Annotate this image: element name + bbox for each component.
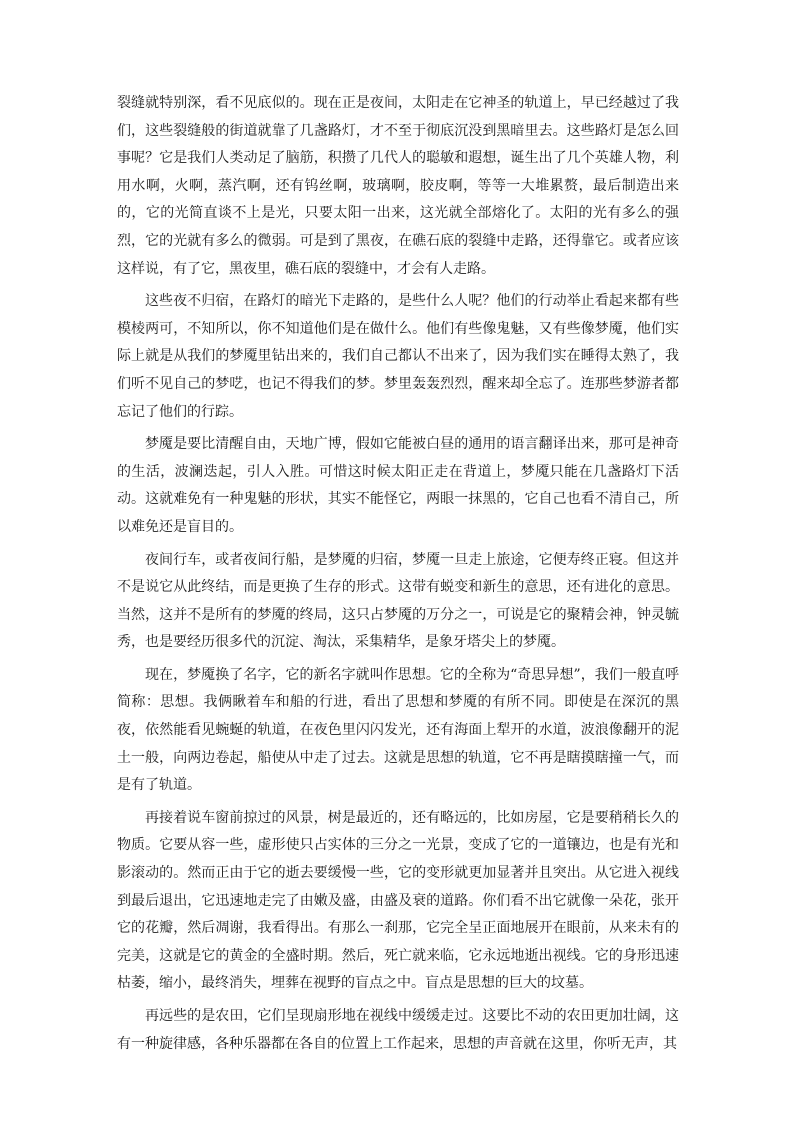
paragraph: 梦魇是要比清醒自由，天地广博，假如它能被白昼的通用的语言翻译出来，那可是神奇的生活，波澜迭起，引人入胜。可惜这时候太阳正走在背道上，梦魇只能在几盏路灯下活动。这就难免有一种鬼魅的形状，其实不能怪它，两眼一抹黑的，它自己也看不清自己，所以难免还是盲目的。 <box>117 436 679 535</box>
paragraph: 再远些的是农田，它们呈现扇形地在视线中缓缓走过。这要比不动的农田更加壮阔，这有一种旋律感，各种乐器都在各自的位置上工作起来，思想的声音就在这里，你听无声，其 <box>117 1008 679 1052</box>
paragraph: 这些夜不归宿，在路灯的暗光下走路的，是些什么人呢？他们的行动举止看起来都有些模棱两可，不知所以，你不知道他们是在做什么。他们有些像鬼魅，又有些像梦魇，他们实际上就是从我们的梦魇里钻出来的，我们自己都认不出来了，因为我们实在睡得太熟了，我们听不见自己的梦呓，也记不得我们的梦。梦里轰轰烈烈，醒来却全忘了。连那些梦游者都忘记了他们的行踪。 <box>117 293 679 420</box>
paragraph: 再接着说车窗前掠过的风景，树是最近的，还有略远的，比如房屋，它是要稍稍长久的物质。它要从容一些，虚形使只占实体的三分之一光景，变成了它的一道镶边，也是有光和影滚动的。然而正由于它的逝去要缓慢一些，它的变形就更加显著并且突出。从它进入视线到最后退出，它迅速地走完了由嫩及盛，由盛及衰的道路。你们看不出它就像一朵花，张开它的花瓣，然后凋谢，我看得出。有那么一刹那，它完全呈正面地展开在眼前，从来未有的完美，这就是它的黄金的全盛时期。然后，死亡就来临，它永远地逝出视线。它的身形迅速枯萎，缩小，最终消失，埋葬在视野的盲点之中。盲点是思想的巨大的坟墓。 <box>117 809 679 992</box>
paragraph: 现在，梦魇换了名字，它的新名字就叫作思想。它的全称为“奇思异想”，我们一般直呼简称：思想。我俩瞅着车和船的行进，看出了思想和梦魇的有所不同。即使是在深沉的黑夜，依然能看见蜿蜒的轨道，在夜色里闪闪发光，还有海面上犁开的水道，波浪像翻开的泥土一般，向两边卷起，船使从中走了过去。这就是思想的轨道，它不再是瞎摸瞎撞一气，而是有了轨道。 <box>117 666 679 794</box>
paragraph: 夜间行车，或者夜间行船，是梦魇的归宿，梦魇一旦走上旅途，它便寿终正寝。但这并不是说它从此终结，而是更换了生存的形式。这带有蜕变和新生的意思，还有进化的意思。当然，这并不是所有的梦魇的终局，这只占梦魇的万分之一，可说是它的聚精会神，钟灵毓秀，也是要经历很多代的沉淀、淘汰，采集精华，是象牙塔尖上的梦魇。 <box>117 551 679 651</box>
document-page <box>117 90 679 1063</box>
paragraph: 裂缝就特别深，看不见底似的。现在正是夜间，太阳走在它神圣的轨道上，早已经越过了我们，这些裂缝般的街道就靠了几盏路灯，才不至于彻底沉没到黑暗里去。这些路灯是怎么回事呢？它是我们人类动足了脑筋，积攒了几代人的聪敏和遐想，诞生出了几个英雄人物，利用水啊，火啊，蒸汽啊，还有钨丝啊，玻璃啊，胶皮啊，等等一大堆累赘，最后制造出来的，它的光简直谈不上是光，只要太阳一出来，这光就全部熔化了。太阳的光有多么的强烈，它的光就有多么的微弱。可是到了黑夜，在礁石底的裂缝中走路，还得靠它。或者应该这样说，有了它，黑夜里，礁石底的裂缝中，才会有人走路。 <box>117 95 679 277</box>
